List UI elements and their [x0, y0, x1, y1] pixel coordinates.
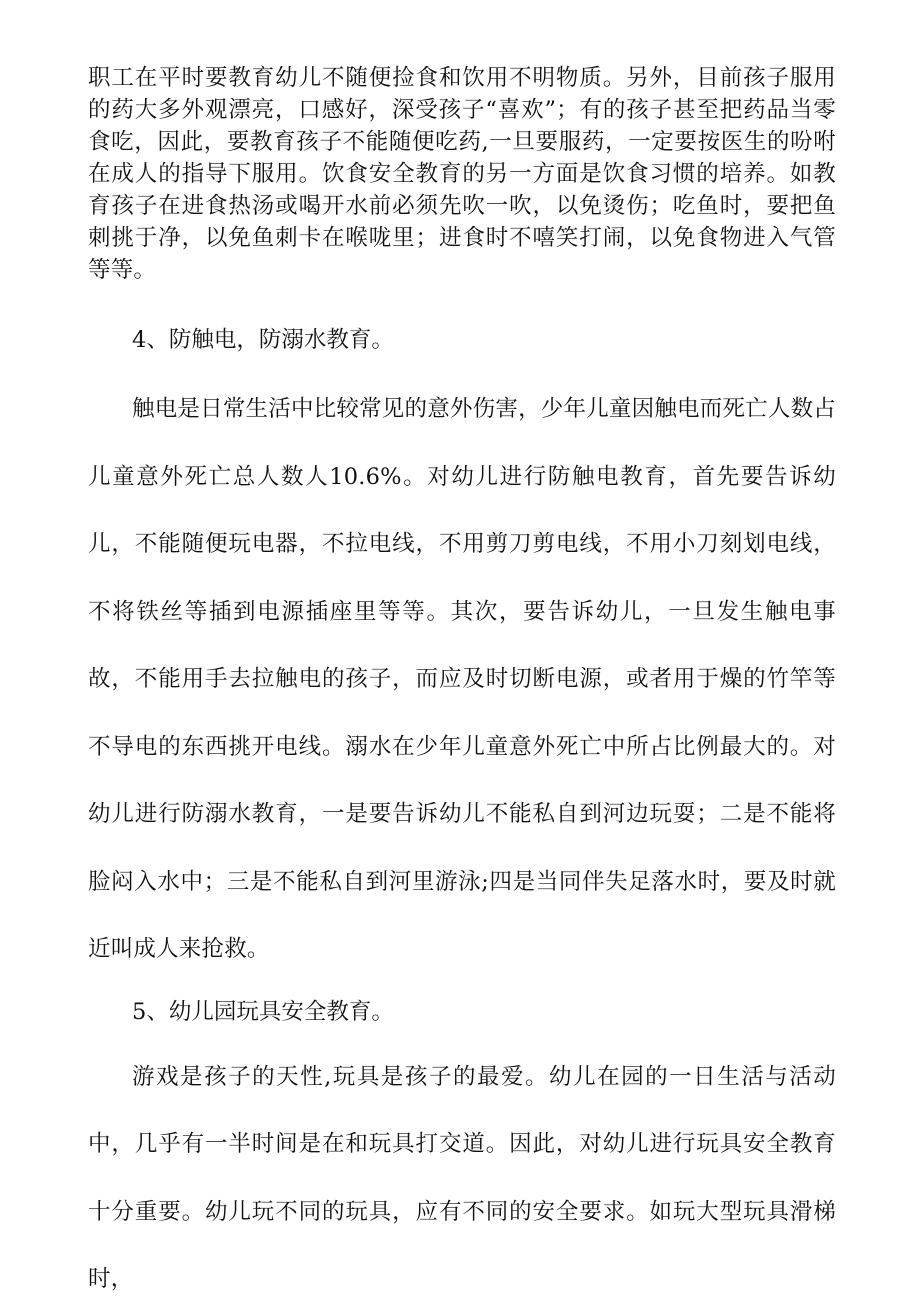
paragraph-food-safety: 职工在平时要教育幼儿不随便捡食和饮用不明物质。另外，目前孩子服用的药大多外观漂亮，口感好，深受孩子“喜欢”；有的孩子甚至把药品当零食吃，因此，要教育孩子不能随便吃药,一旦要服药，一定要按医生的吩咐在成人的指导下服用。饮食安全教育的另一方面是饮食习惯的培养。如教育孩子在进食热汤或喝开水前必须先吹一吹，以免烫伤；吃鱼时，要把鱼刺挑于净，以免鱼刺卡在喉咙里；进食时不嘻笑打闹，以免食物进入气管等等。	[88, 65, 836, 283]
heading-toy-safety: 5、幼儿园玩具安全教育。	[132, 998, 394, 1025]
heading-electric-water-safety: 4、防触电，防溺水教育。	[132, 327, 394, 353]
document-page	[88, 62, 836, 1314]
paragraph-toy-safety: 游戏是孩子的天性,玩具是孩子的最爱。幼儿在园的一日生活与活动中，几乎有一半时间是在和玩具打交道。因此，对幼儿进行玩具安全教育十分重要。幼儿玩不同的玩具，应有不同的安全要求。如玩大型玩具滑梯时，	[88, 1063, 836, 1292]
paragraph-electric-water-safety: 触电是日常生活中比较常见的意外伤害，少年儿童因触电而死亡人数占儿童意外死亡总人数人10.6%。对幼儿进行防触电教育，首先要告诉幼儿，不能随便玩电器，不拉电线，不用剪刀剪电线，不用小刀刻划电线，不将铁丝等插到电源插座里等等。其次，要告诉幼儿，一旦发生触电事故，不能用手去拉触电的孩子，而应及时切断电源，或者用于燥的竹竿等不导电的东西挑开电线。溺水在少年儿童意外死亡中所占比例最大的。对幼儿进行防溺水教育，一是要告诉幼儿不能私自到河边玩耍；二是不能将脸闷入水中；三是不能私自到河里游泳;四是当同伴失足落水时，要及时就近叫成人来抢救。	[88, 396, 836, 962]
